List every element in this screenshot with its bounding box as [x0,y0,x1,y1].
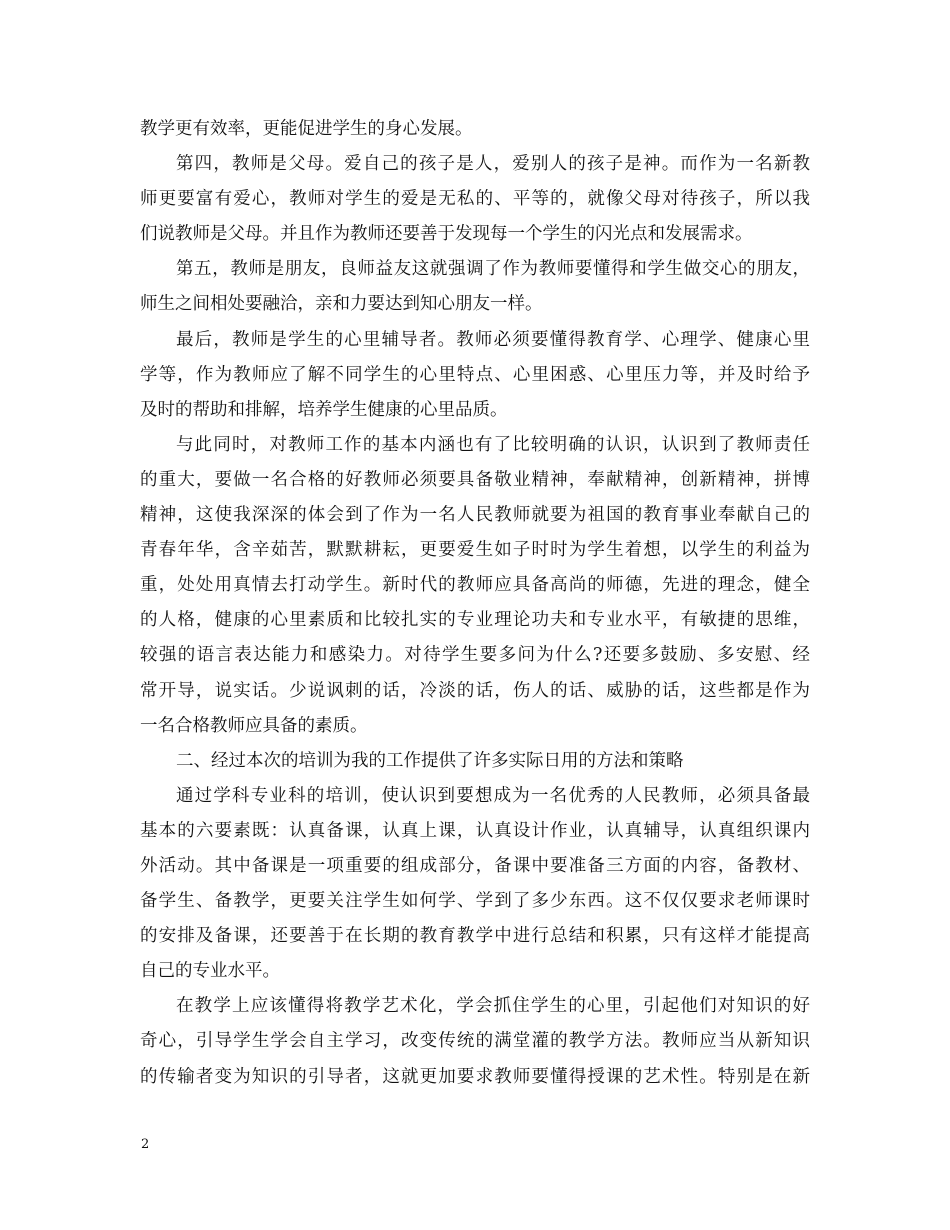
text-line: 自己的专业水平。 [140,961,280,982]
text-line: 们说教师是父母。并且作为教师还要善于发现每一个学生的闪光点和发展需求。 [140,224,753,245]
document-body [140,112,810,1095]
text-line: 的人格，健康的心里素质和比较扎实的专业理论功夫和专业水平，有敏捷的思维， [140,610,810,631]
text-line: 及时的帮助和排解，培养学生健康的心里品质。 [140,399,508,420]
text-line: 二、经过本次的培训为我的工作提供了许多实际日用的方法和策略 [176,750,684,771]
text-line: 通过学科专业科的培训，使认识到要想成为一名优秀的人民教师，必须具备最 [176,785,810,806]
text-line: 最后，教师是学生的心里辅导者。教师必须要懂得教育学、心理学、健康心里 [176,329,810,350]
text-line: 较强的语言表达能力和感染力。对待学生要多问为什么?还要多鼓励、多安慰、经 [140,645,810,666]
text-line: 的传输者变为知识的引导者，这就更加要求教师要懂得授课的艺术性。特别是在新 [140,1066,810,1087]
text-line: 第五，教师是朋友，良师益友这就强调了作为教师要懂得和学生做交心的朋友， [176,259,810,280]
text-line: 师生之间相处要融洽，亲和力要达到知心朋友一样。 [140,294,543,315]
text-line: 与此同时，对教师工作的基本内涵也有了比较明确的认识，认识到了教师责任 [176,434,810,455]
text-line: 精神，这使我深深的体会到了作为一名人民教师就要为祖国的教育事业奉献自己的 [140,505,810,526]
text-line: 的安排及备课，还要善于在长期的教育教学中进行总结和积累，只有这样才能提高 [140,926,810,947]
text-line: 师更要富有爱心，教师对学生的爱是无私的、平等的，就像父母对待孩子，所以我 [140,189,810,210]
text-line: 重，处处用真情去打动学生。新时代的教师应具备高尚的师德，先进的理念，健全 [140,575,810,596]
text-line: 常开导，说实话。少说讽刺的话，冷淡的话，伤人的话、威胁的话，这些都是作为 [140,680,810,701]
text-line: 学等，作为教师应了解不同学生的心里特点、心里困惑、心里压力等，并及时给予 [140,364,810,385]
text-line: 第四，教师是父母。爱自己的孩子是人，爱别人的孩子是神。而作为一名新教 [176,154,810,175]
page-number: 2 [141,1137,150,1152]
text-line: 在教学上应该懂得将教学艺术化，学会抓住学生的心里，引起他们对知识的好 [176,996,810,1017]
text-line: 青春年华，含辛茹苦，默默耕耘，更要爱生如子时时为学生着想，以学生的利益为 [140,540,810,561]
text-line: 一名合格教师应具备的素质。 [140,715,368,736]
text-line: 外活动。其中备课是一项重要的组成部分，备课中要准备三方面的内容，备教材、 [140,855,810,876]
text-line: 基本的六要素既：认真备课，认真上课，认真设计作业，认真辅导，认真组织课内 [140,820,810,841]
text-line: 备学生、备教学，更要关注学生如何学、学到了多少东西。这不仅仅要求老师课时 [140,891,810,912]
text-line: 的重大，要做一名合格的好教师必须要具备敬业精神，奉献精神，创新精神，拼博 [140,469,810,490]
text-line: 教学更有效率，更能促进学生的身心发展。 [140,119,473,139]
text-line: 奇心，引导学生学会自主学习，改变传统的满堂灌的教学方法。教师应当从新知识 [140,1031,810,1052]
